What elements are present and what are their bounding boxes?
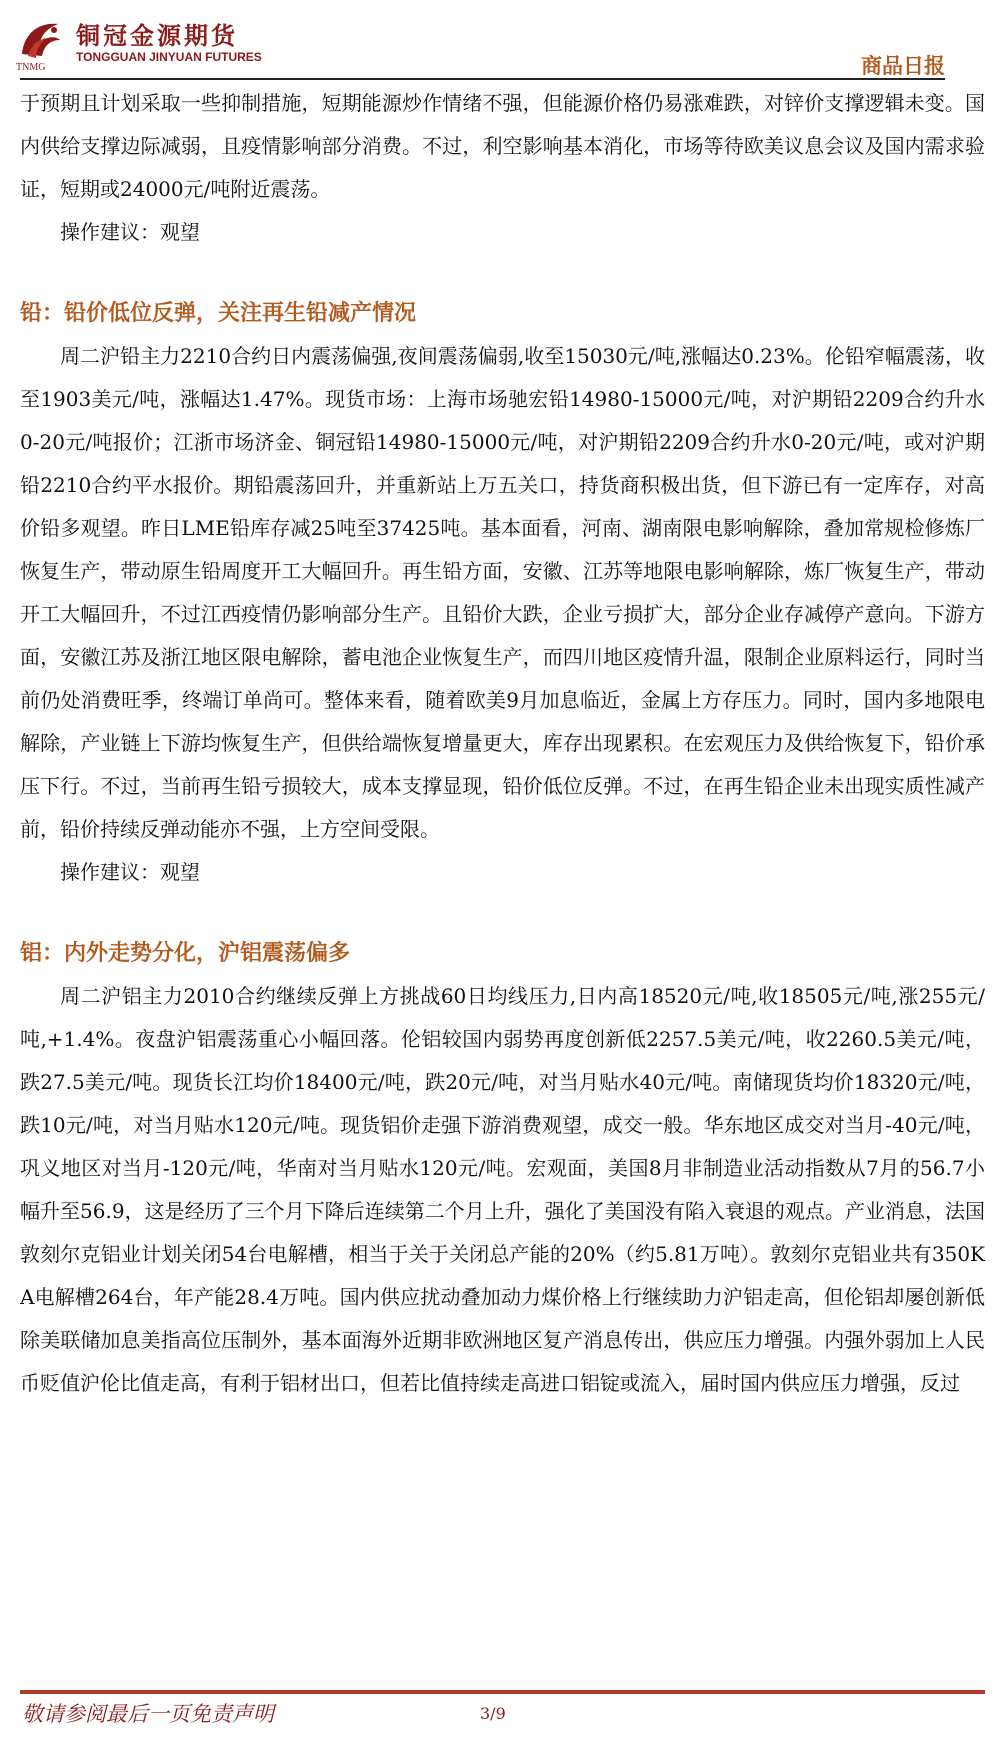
- zinc-advice: 操作建议：观望: [60, 220, 200, 244]
- footer-divider: [20, 1690, 985, 1694]
- page-header: [0, 0, 1005, 82]
- logo-abbreviation: TNMG: [16, 62, 46, 73]
- lead-body-paragraph: 周二沪铅主力2210合约日内震荡偏强,夜间震荡偏弱,收至15030元/吨,涨幅达0.23%。伦铅窄幅震荡，收至1903美元/吨，涨幅达1.47%。现货市场：上海市场驰宏铅14980-15000元/吨，对沪期铅2209合约升水0-20元/吨报价；江浙市场济金、铜冠铅14980-15000元/吨，对沪期铅2209合约升水0-20元/吨，或对沪期铅2210合约平水报价。期铅震荡回升，并重新站上万五关口，持货商积极出货，但下游已有一定库存，对高价铅多观望。昨日LME铅库存减25吨至37425吨。基本面看，河南、湖南限电影响解除，叠加常规检修炼厂恢复生产，带动原生铅周度开工大幅回升。再生铅方面，安徽、江苏等地限电影响解除，炼厂恢复生产，带动开工大幅回升，不过江西疫情仍影响部分生产。且铅价大跌，企业亏损扩大，部分企业存减停产意向。下游方面，安徽江苏及浙江地区限电解除，蓄电池企业恢复生产，而四川地区疫情升温，限制企业原料运行，同时当前仍处消费旺季，终端订单尚可。整体来看，随着欧美9月加息临近，金属上方存压力。同时，国内多地限电解除，产业链上下游均恢复生产，但供给端恢复增量更大，库存出现累积。在宏观压力及供给恢复下，铅价承压下行。不过，当前再生铅亏损较大，成本支撑显现，铅价低位反弹。不过，在再生铅企业未出现实质性减产前，铅价持续反弹动能亦不强，上方空间受限。: [20, 344, 985, 841]
- logo-chinese-name: 铜冠金源期货: [76, 21, 238, 50]
- header-divider: [20, 78, 945, 80]
- aluminum-body-paragraph: 周二沪铝主力2010合约继续反弹上方挑战60日均线压力,日内高18520元/吨,收18505元/吨,涨255元/吨,+1.4%。夜盘沪铝震荡重心小幅回落。伦铝较国内弱势再度创新低2257.5美元/吨，收2260.5美元/吨，跌27.5美元/吨。现货长江均价18400元/吨，跌20元/吨，对当月贴水40元/吨。南储现货均价18320元/吨，跌10元/吨，对当月贴水120元/吨。现货铝价走强下游消费观望，成交一般。华东地区成交对当月-40元/吨，巩义地区对当月-120元/吨，华南对当月贴水120元/吨。宏观面，美国8月非制造业活动指数从7月的56.7小幅升至56.9，这是经历了三个月下降后连续第二个月上升，强化了美国没有陷入衰退的观点。产业消息，法国敦刻尔克铝业计划关闭54台电解槽，相当于关于关闭总产能的20%（约5.81万吨）。敦刻尔克铝业共有350KA电解槽264台，年产能28.4万吨。国内供应扰动叠加动力煤价格上行继续助力沪铝走高，但伦铝却屡创新低除美联储加息美指高位压制外，基本面海外近期非欧洲地区复产消息传出，供应压力增强。内强外弱加上人民币贬值沪伦比值走高，有利于铝材出口，但若比值持续走高进口铝锭或流入，届时国内供应压力增强，反过: [20, 984, 985, 1395]
- lead-advice: 操作建议：观望: [60, 860, 200, 884]
- logo-english-name: TONGGUAN JINYUAN FUTURES: [76, 50, 262, 64]
- company-logo-icon: [14, 14, 66, 66]
- zinc-continuation-paragraph: 于预期且计划采取一些抑制措施，短期能源炒作情绪不强，但能源价格仍易涨难跌，对锌价支撑逻辑未变。国内供给支撑边际减弱，且疫情影响部分消费。不过，利空影响基本消化，市场等待欧美议息会议及国内需求验证，短期或24000元/吨附近震荡。: [20, 91, 985, 201]
- aluminum-section-title: 铝：内外走势分化，沪铝震荡偏多: [20, 941, 351, 966]
- page-number: 3/9: [480, 1704, 506, 1723]
- footer-disclaimer: 敬请参阅最后一页免责声明: [22, 1702, 274, 1726]
- main-content: [20, 82, 985, 1405]
- report-title: 商品日报: [861, 54, 945, 78]
- lead-section-title: 铅：铅价低位反弹，关注再生铅减产情况: [20, 301, 417, 326]
